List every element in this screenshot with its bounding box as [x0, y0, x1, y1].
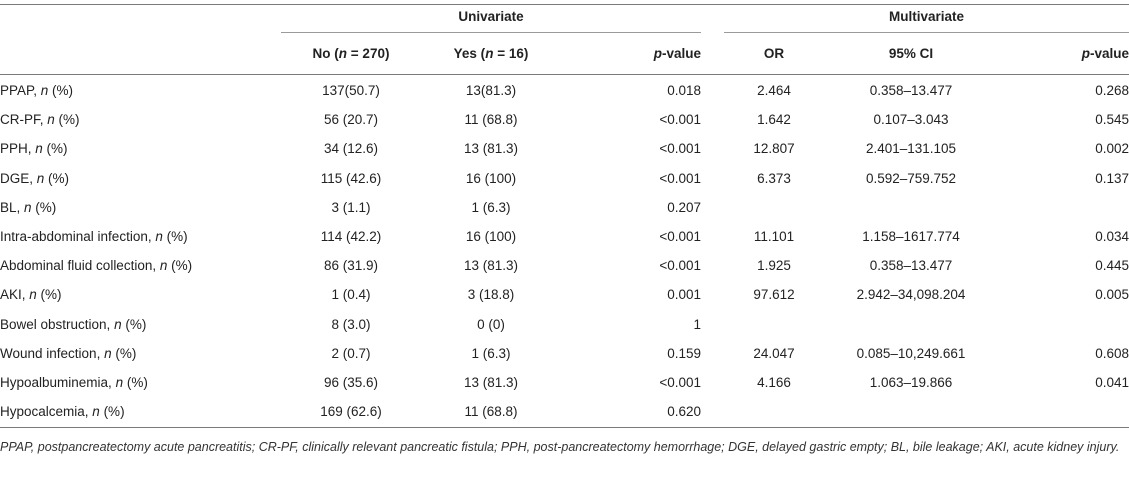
cell-no: 115 (42.6)	[320, 171, 382, 186]
cell-univariate-p-value: 0.001	[667, 287, 701, 302]
cell-yes: 11 (68.8)	[464, 404, 518, 419]
cell-yes: 1 (6.3)	[471, 346, 511, 361]
row-label: DGE, n (%)	[0, 171, 70, 186]
table-footnote: PPAP, postpancreatectomy acute pancreatitis; CR-PF, clinically relevant pancreatic fistula; PPH, post-pancreatectomy hemorrhage; DGE, delayed gastric empty; BL, bile leakage; AKI, acute kidney injury.	[0, 440, 1120, 454]
column-header-or: OR	[763, 46, 785, 61]
group-title-univariate: Univariate	[458, 9, 524, 24]
cell-no: 3 (1.1)	[331, 200, 371, 215]
group-title-multivariate: Multivariate	[888, 9, 965, 24]
cell-univariate-p-value: <0.001	[659, 171, 701, 186]
cell-or: 11.101	[753, 229, 795, 244]
row-label: Wound infection, n (%)	[0, 346, 137, 361]
cell-multivariate-p-value: 0.268	[1095, 83, 1129, 98]
cell-yes: 3 (18.8)	[467, 287, 515, 302]
cell-yes: 13 (81.3)	[463, 141, 519, 156]
cell-multivariate-p-value: 0.545	[1095, 112, 1129, 127]
cell-yes: 13 (81.3)	[463, 258, 519, 273]
cell-or: 97.612	[753, 287, 795, 302]
row-label: Intra-abdominal infection, n (%)	[0, 229, 188, 244]
cell-no: 56 (20.7)	[323, 112, 379, 127]
column-header-univariate-p-value: p-value	[653, 46, 701, 61]
cell-yes: 11 (68.8)	[464, 112, 518, 127]
row-label: Hypocalcemia, n (%)	[0, 404, 125, 419]
cell-95-ci: 1.063–19.866	[869, 375, 953, 390]
table-header-rule	[0, 74, 1129, 75]
cell-no: 2 (0.7)	[331, 346, 371, 361]
multivariate-group-rule	[724, 32, 1129, 33]
cell-95-ci: 2.401–131.105	[865, 141, 957, 156]
table-top-rule	[0, 4, 1129, 5]
univariate-group-rule	[281, 32, 701, 33]
cell-95-ci: 0.358–13.477	[869, 83, 953, 98]
cell-multivariate-p-value: 0.445	[1095, 258, 1129, 273]
cell-or: 12.807	[753, 141, 795, 156]
cell-univariate-p-value: <0.001	[659, 141, 701, 156]
cell-no: 86 (31.9)	[323, 258, 379, 273]
cell-yes: 13(81.3)	[465, 83, 517, 98]
cell-95-ci: 0.107–3.043	[873, 112, 949, 127]
cell-no: 1 (0.4)	[331, 287, 371, 302]
row-label: Hypoalbuminemia, n (%)	[0, 375, 148, 390]
cell-no: 169 (62.6)	[320, 404, 382, 419]
row-label: Abdominal fluid collection, n (%)	[0, 258, 193, 273]
cell-or: 24.047	[753, 346, 795, 361]
cell-or: 4.166	[757, 375, 791, 390]
cell-or: 1.642	[757, 112, 791, 127]
cell-or: 6.373	[757, 171, 791, 186]
cell-95-ci: 1.158–1617.774	[862, 229, 960, 244]
cell-univariate-p-value: <0.001	[659, 112, 701, 127]
cell-yes: 16 (100)	[465, 171, 517, 186]
cell-or: 1.925	[757, 258, 791, 273]
cell-univariate-p-value: 0.018	[667, 83, 701, 98]
cell-univariate-p-value: 0.207	[667, 200, 701, 215]
row-label: Bowel obstruction, n (%)	[0, 317, 147, 332]
cell-95-ci: 0.592–759.752	[865, 171, 957, 186]
cell-multivariate-p-value: 0.005	[1095, 287, 1129, 302]
cell-no: 137(50.7)	[322, 83, 380, 98]
cell-yes: 13 (81.3)	[463, 375, 519, 390]
cell-yes: 0 (0)	[477, 317, 505, 332]
cell-univariate-p-value: <0.001	[659, 258, 701, 273]
cell-univariate-p-value: 0.620	[667, 404, 701, 419]
cell-multivariate-p-value: 0.041	[1095, 375, 1129, 390]
row-label: BL, n (%)	[0, 200, 57, 215]
cell-no: 114 (42.2)	[320, 229, 382, 244]
column-header-yes: Yes (n = 16)	[453, 46, 529, 61]
cell-univariate-p-value: <0.001	[659, 229, 701, 244]
table-bottom-rule	[0, 427, 1129, 428]
cell-or: 2.464	[757, 83, 791, 98]
row-label: AKI, n (%)	[0, 287, 62, 302]
row-label: PPAP, n (%)	[0, 83, 74, 98]
column-header-95-ci: 95% CI	[888, 46, 934, 61]
cell-multivariate-p-value: 0.002	[1095, 141, 1129, 156]
cell-95-ci: 0.358–13.477	[869, 258, 953, 273]
row-label: PPH, n (%)	[0, 141, 68, 156]
cell-95-ci: 2.942–34,098.204	[856, 287, 966, 302]
cell-yes: 16 (100)	[465, 229, 517, 244]
cell-multivariate-p-value: 0.608	[1095, 346, 1129, 361]
cell-no: 34 (12.6)	[323, 141, 379, 156]
cell-no: 8 (3.0)	[331, 317, 371, 332]
row-label: CR-PF, n (%)	[0, 112, 80, 127]
column-header-no: No (n = 270)	[312, 46, 390, 61]
cell-multivariate-p-value: 0.034	[1095, 229, 1129, 244]
cell-univariate-p-value: 0.159	[667, 346, 701, 361]
column-header-multivariate-p-value: p-value	[1081, 46, 1129, 61]
cell-univariate-p-value: <0.001	[659, 375, 701, 390]
cell-no: 96 (35.6)	[323, 375, 379, 390]
cell-yes: 1 (6.3)	[471, 200, 511, 215]
cell-univariate-p-value: 1	[693, 317, 701, 332]
cell-95-ci: 0.085–10,249.661	[856, 346, 966, 361]
cell-multivariate-p-value: 0.137	[1095, 171, 1129, 186]
